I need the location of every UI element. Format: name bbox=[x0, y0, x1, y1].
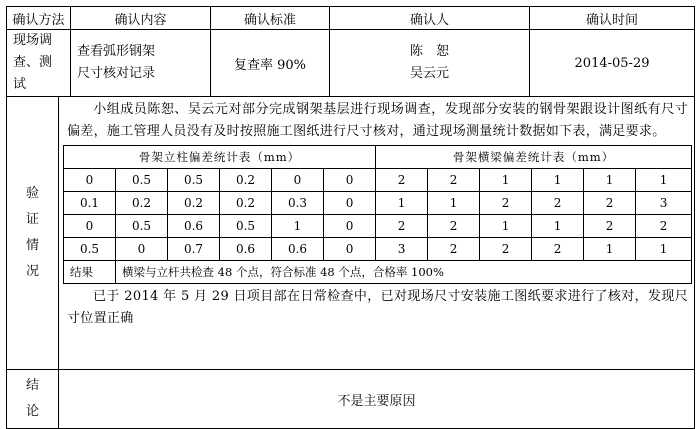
table-cell: 0.5 bbox=[220, 215, 272, 238]
table-cell: 1 bbox=[532, 169, 584, 192]
table-cell: 2 bbox=[532, 238, 584, 261]
table-cell: 2 bbox=[428, 238, 480, 261]
table-cell: 2 bbox=[584, 192, 636, 215]
content-line1: 查看弧形钢架 bbox=[77, 44, 156, 59]
header-time: 确认时间 bbox=[530, 7, 695, 30]
table-cell: 0.2 bbox=[220, 169, 272, 192]
table-cell: 0.6 bbox=[272, 238, 324, 261]
person-name-1: 陈 恕 bbox=[410, 44, 450, 59]
table-cell: 1 bbox=[636, 238, 692, 261]
table-cell: 0 bbox=[64, 215, 116, 238]
conclusion-label bbox=[7, 370, 59, 429]
table-cell: 1 bbox=[428, 192, 480, 215]
verify-paragraph-2-text: 已于 2014 年 5 月 29 日项目部在日常检查中，已对现场尺寸安装施工图纸要求进行了核对，发现尺寸位置正确 bbox=[67, 289, 689, 326]
table-cell: 2 bbox=[636, 215, 692, 238]
table-cell: 3 bbox=[636, 192, 692, 215]
table-cell: 0.5 bbox=[116, 169, 168, 192]
method-line1: 现场调查、测 bbox=[13, 33, 53, 70]
table-cell: 0.6 bbox=[168, 215, 220, 238]
method-line2: 试 bbox=[13, 77, 27, 92]
deviation-title-row bbox=[64, 146, 692, 169]
table-cell: 0.2 bbox=[168, 192, 220, 215]
table-cell: 0.5 bbox=[116, 215, 168, 238]
result-row bbox=[64, 261, 692, 284]
verify-paragraph-2 bbox=[59, 284, 694, 332]
person-name-2: 吴云元 bbox=[410, 66, 450, 81]
table-cell: 2 bbox=[428, 215, 480, 238]
table-cell: 0.5 bbox=[64, 238, 116, 261]
table-cell: 0.2 bbox=[220, 192, 272, 215]
table-cell: 1 bbox=[480, 215, 532, 238]
table-cell: 0 bbox=[116, 238, 168, 261]
table-cell: 0.6 bbox=[220, 238, 272, 261]
verify-char-4: 况 bbox=[25, 264, 39, 279]
header-content: 确认内容 bbox=[71, 7, 211, 30]
table-cell: 1 bbox=[376, 192, 428, 215]
table-cell: 0 bbox=[324, 215, 376, 238]
table-cell: 0.2 bbox=[116, 192, 168, 215]
header-standard: 确认标准 bbox=[211, 7, 330, 30]
table-cell: 2 bbox=[532, 192, 584, 215]
table-cell: 1 bbox=[480, 169, 532, 192]
conclusion-char-2: 论 bbox=[25, 404, 39, 419]
table-row bbox=[64, 192, 692, 215]
header-person: 确认人 bbox=[330, 7, 530, 30]
verify-char-1: 验 bbox=[25, 186, 39, 201]
table-cell: 0.3 bbox=[272, 192, 324, 215]
table-cell: 1 bbox=[584, 169, 636, 192]
table-cell: 3 bbox=[376, 238, 428, 261]
result-label: 结果 bbox=[64, 261, 116, 284]
result-text: 横梁与立杆共检查 48 个点，符合标准 48 个点，合格率 100% bbox=[116, 261, 692, 284]
verify-char-2: 证 bbox=[25, 212, 39, 227]
table-row bbox=[64, 169, 692, 192]
verify-char-3: 情 bbox=[25, 238, 39, 253]
confirmation-form bbox=[6, 6, 694, 419]
beam-deviation-title: 骨架横梁偏差统计表（mm） bbox=[376, 146, 692, 169]
verify-content bbox=[59, 97, 695, 370]
header-method: 确认方法 bbox=[7, 7, 71, 30]
table-row bbox=[64, 215, 692, 238]
table-cell: 2 bbox=[480, 238, 532, 261]
column-deviation-title: 骨架立柱偏差统计表（mm） bbox=[64, 146, 376, 169]
table-cell: 0 bbox=[324, 192, 376, 215]
table-cell: 1 bbox=[532, 215, 584, 238]
table-cell: 1 bbox=[636, 169, 692, 192]
table-cell: 2 bbox=[376, 169, 428, 192]
table-cell: 1 bbox=[584, 238, 636, 261]
conclusion-row bbox=[7, 370, 695, 429]
content-cell bbox=[71, 30, 211, 97]
table-cell: 0.1 bbox=[64, 192, 116, 215]
method-row bbox=[7, 30, 695, 97]
time-cell: 2014-05-29 bbox=[530, 30, 695, 97]
table-cell: 0 bbox=[324, 238, 376, 261]
conclusion-char-1: 结 bbox=[25, 378, 39, 393]
table-cell: 0 bbox=[324, 169, 376, 192]
verify-paragraph-1 bbox=[59, 97, 694, 145]
table-cell: 2 bbox=[376, 215, 428, 238]
table-row bbox=[64, 238, 692, 261]
verify-row bbox=[7, 97, 695, 370]
table-cell: 2 bbox=[428, 169, 480, 192]
table-cell: 2 bbox=[584, 215, 636, 238]
table-cell: 0.5 bbox=[168, 169, 220, 192]
content-line2: 尺寸核对记录 bbox=[77, 66, 156, 81]
conclusion-text: 不是主要原因 bbox=[59, 370, 695, 429]
person-cell bbox=[330, 30, 530, 97]
table-cell: 0 bbox=[64, 169, 116, 192]
table-cell: 2 bbox=[480, 192, 532, 215]
table-cell: 0 bbox=[272, 169, 324, 192]
standard-cell: 复查率 90% bbox=[211, 30, 330, 97]
deviation-table bbox=[63, 145, 692, 284]
header-row bbox=[7, 7, 695, 30]
table-cell: 1 bbox=[272, 215, 324, 238]
verify-label bbox=[7, 97, 59, 370]
method-cell bbox=[7, 30, 71, 97]
confirmation-table bbox=[6, 6, 695, 429]
verify-paragraph-1-text: 小组成员陈恕、吴云元对部分完成钢架基层进行现场调查，发现部分安装的钢骨架跟设计图纸有尺寸偏差，施工管理人员没有及时按照施工图纸进行尺寸核对，通过现场测量统计数据如下表，满足要求。 bbox=[67, 102, 689, 139]
table-cell: 0.7 bbox=[168, 238, 220, 261]
